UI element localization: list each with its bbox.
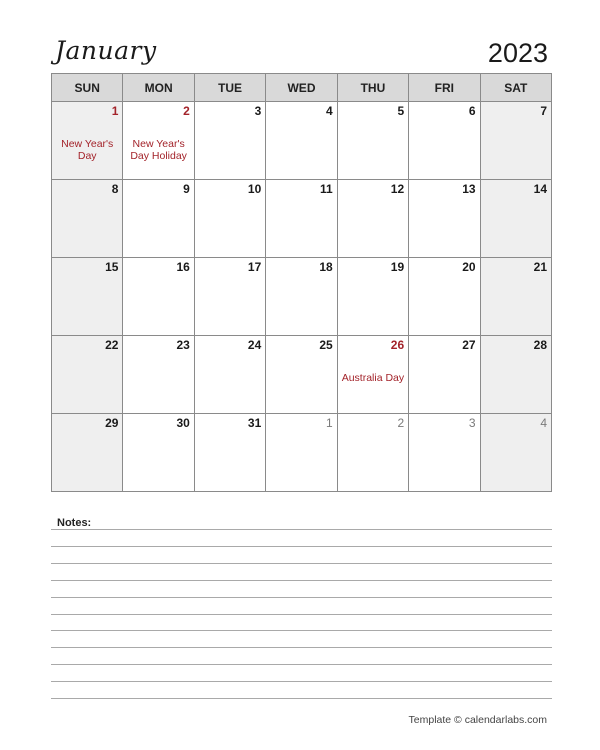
day-cell: [195, 414, 266, 492]
day-cell: [481, 180, 552, 258]
day-cell: [195, 336, 266, 414]
day-cell: [123, 102, 194, 180]
day-number: 19: [390, 260, 405, 274]
weekday-header: TUE: [195, 74, 266, 102]
day-number: 29: [105, 416, 119, 430]
day-number: 21: [533, 260, 547, 274]
month-title: January: [55, 36, 157, 65]
day-cell: [338, 414, 409, 492]
day-cell: [52, 336, 123, 414]
day-number: 3: [468, 416, 476, 430]
day-number: 9: [183, 182, 190, 196]
weekday-header: WED: [266, 74, 337, 102]
day-number: 8: [111, 182, 119, 196]
day-number: 12: [390, 182, 405, 196]
day-number: 16: [176, 260, 190, 274]
day-number: 14: [533, 182, 547, 196]
day-cell: [338, 258, 409, 336]
day-cell: [123, 258, 194, 336]
day-number: 2: [183, 104, 190, 118]
day-cell: [481, 102, 552, 180]
day-number: 30: [176, 416, 190, 430]
day-cell: [52, 258, 123, 336]
day-number: 28: [533, 338, 547, 352]
day-number: 7: [540, 104, 547, 118]
weekday-header: SUN: [52, 74, 123, 102]
day-cell: [195, 180, 266, 258]
day-number: 26: [390, 338, 405, 352]
day-number: 10: [247, 182, 262, 196]
day-cell: [338, 180, 409, 258]
note-line: [51, 563, 552, 564]
note-line: [51, 698, 552, 699]
day-cell: [266, 180, 337, 258]
day-cell: [195, 258, 266, 336]
day-number: 1: [111, 104, 119, 118]
day-number: 5: [397, 104, 405, 118]
day-number: 3: [254, 104, 262, 118]
day-number: 2: [397, 416, 405, 430]
note-line: [51, 580, 552, 581]
weekday-header: MON: [123, 74, 194, 102]
note-line: [51, 546, 552, 547]
day-number: 13: [462, 182, 476, 196]
day-number: 22: [105, 338, 119, 352]
day-number: 6: [468, 104, 476, 118]
calendar-grid: [51, 73, 552, 492]
day-cell: [481, 258, 552, 336]
day-cell: [409, 102, 480, 180]
day-number: 17: [247, 260, 262, 274]
day-cell: [338, 336, 409, 414]
day-cell: [266, 258, 337, 336]
day-cell: [266, 336, 337, 414]
note-line: [51, 630, 552, 631]
notes-label: Notes:: [57, 517, 92, 529]
holiday-label: New Year's Day Holiday: [130, 138, 187, 162]
day-cell: [481, 336, 552, 414]
note-line: [51, 647, 552, 648]
day-number: 27: [462, 338, 476, 352]
day-cell: [481, 414, 552, 492]
day-number: 31: [247, 416, 262, 430]
day-cell: [409, 180, 480, 258]
weekday-header: FRI: [409, 74, 480, 102]
day-number: 18: [319, 260, 333, 274]
day-cell: [123, 414, 194, 492]
note-line: [51, 597, 552, 598]
note-line: [51, 529, 552, 530]
year-title: 2023: [487, 38, 548, 68]
day-cell: [266, 102, 337, 180]
day-cell: [123, 180, 194, 258]
day-number: 15: [105, 260, 119, 274]
holiday-label: New Year's Day: [61, 138, 114, 162]
day-number: 24: [247, 338, 262, 352]
day-cell: [338, 102, 409, 180]
weekday-header: SAT: [481, 74, 552, 102]
day-number: 4: [326, 104, 333, 118]
day-cell: [52, 102, 123, 180]
day-cell: [52, 414, 123, 492]
day-cell: [409, 336, 480, 414]
day-number: 1: [326, 416, 333, 430]
weekday-header: THU: [338, 74, 409, 102]
holiday-label: Australia Day: [341, 372, 405, 384]
day-cell: [52, 180, 123, 258]
note-line: [51, 664, 552, 665]
note-line: [51, 614, 552, 615]
day-number: 20: [462, 260, 476, 274]
day-number: 4: [540, 416, 547, 430]
day-cell: [409, 258, 480, 336]
footer-credit: Template © calendarlabs.com: [408, 714, 547, 726]
day-cell: [266, 414, 337, 492]
note-line: [51, 681, 552, 682]
day-number: 25: [319, 338, 333, 352]
day-cell: [195, 102, 266, 180]
day-cell: [409, 414, 480, 492]
day-cell: [123, 336, 194, 414]
day-number: 23: [176, 338, 190, 352]
day-number: 11: [320, 182, 333, 196]
